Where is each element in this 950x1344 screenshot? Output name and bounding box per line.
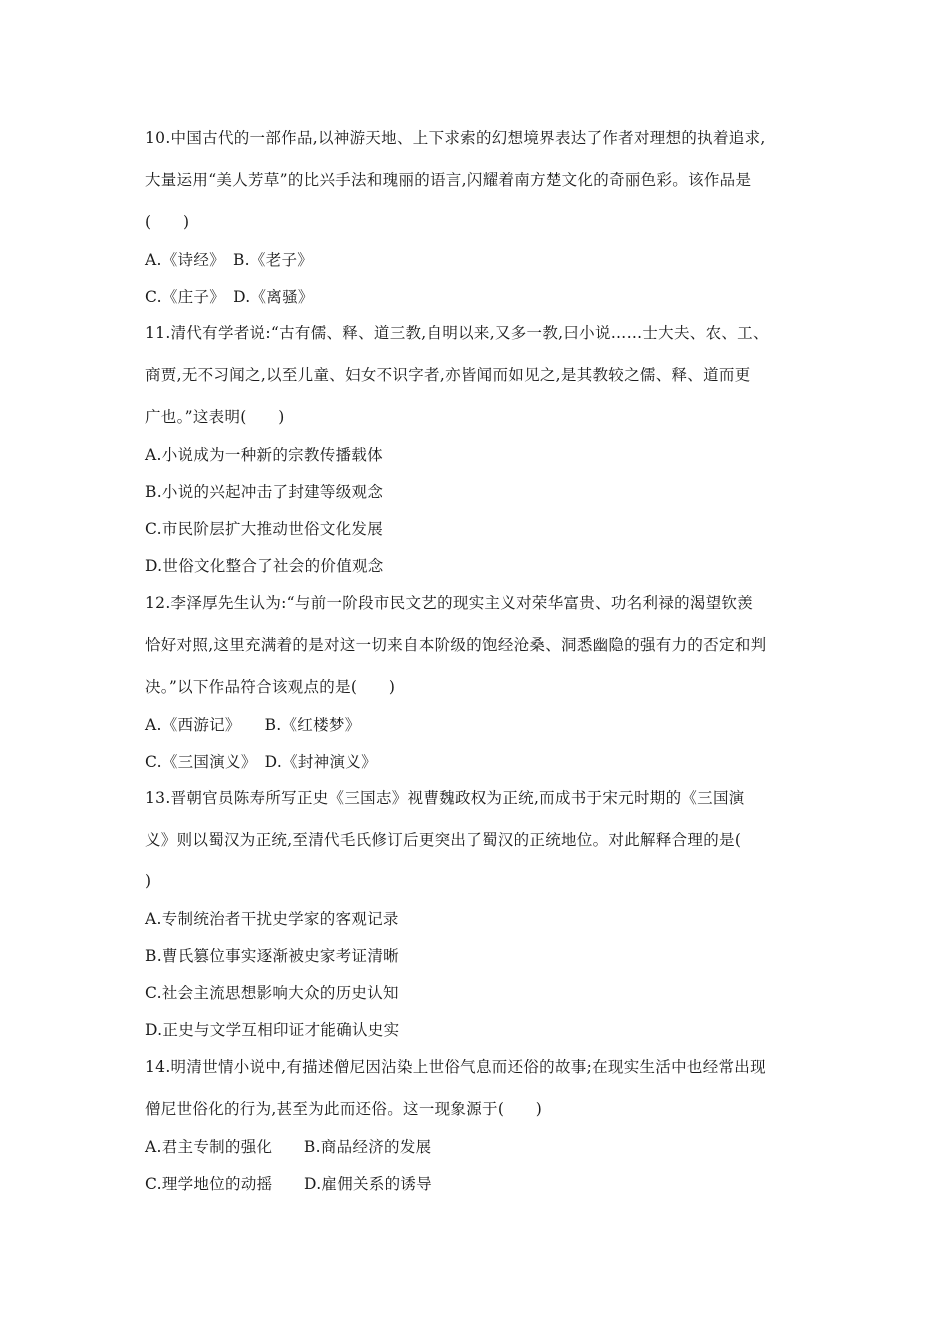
q10-stem-line-2: 大量运用“美人芳草”的比兴手法和瑰丽的语言,闪耀着南方楚文化的奇丽色彩。该作品是 — [145, 171, 752, 189]
q13-option-b: B.曹氏篡位事实逐渐被史家考证清晰 — [145, 947, 399, 965]
q11-stem-line-1: 11.清代有学者说:“古有儒、释、道三教,自明以来,又多一教,曰小说……士大夫、农、工、 — [145, 324, 769, 342]
q14-stem-line-2: 僧尼世俗化的行为,甚至为此而还俗。这一现象源于( ) — [145, 1100, 543, 1118]
q12-options-line-1: A.《西游记》 B.《红楼梦》 — [145, 716, 361, 734]
q13-option-a: A.专制统治者干扰史学家的客观记录 — [145, 910, 399, 928]
q11-stem-line-3: 广也。”这表明( ) — [145, 408, 285, 426]
q13-stem-line-3: ) — [145, 872, 152, 890]
q11-option-b: B.小说的兴起冲击了封建等级观念 — [145, 483, 384, 501]
q13-option-c: C.社会主流思想影响大众的历史认知 — [145, 984, 399, 1002]
q12-stem-line-3: 决。”以下作品符合该观点的是( ) — [145, 678, 396, 696]
q14-options-line-1: A.君主专制的强化 B.商品经济的发展 — [145, 1138, 432, 1156]
q11-option-c: C.市民阶层扩大推动世俗文化发展 — [145, 520, 384, 538]
q11-option-d: D.世俗文化整合了社会的价值观念 — [145, 557, 384, 575]
q13-stem-line-1: 13.晋朝官员陈寿所写正史《三国志》视曹魏政权为正统,而成书于宋元时期的《三国演 — [145, 789, 745, 807]
q11-option-a: A.小说成为一种新的宗教传播载体 — [145, 446, 383, 464]
q10-stem-line-3: ( ) — [145, 213, 190, 231]
q10-stem-line-1: 10.中国古代的一部作品,以神游天地、上下求索的幻想境界表达了作者对理想的执着追求, — [145, 129, 766, 147]
q13-option-d: D.正史与文学互相印证才能确认史实 — [145, 1021, 400, 1039]
q12-stem-line-2: 恰好对照,这里充满着的是对这一切来自本阶级的饱经沧桑、洞悉幽隐的强有力的否定和判 — [145, 636, 767, 654]
q10-options-line-2: C.《庄子》 D.《离骚》 — [145, 288, 314, 306]
q10-options-line-1: A.《诗经》 B.《老子》 — [145, 251, 314, 269]
q11-stem-line-2: 商贾,无不习闻之,以至儿童、妇女不识字者,亦皆闻而如见之,是其教较之儒、释、道而更 — [145, 366, 751, 384]
q12-options-line-2: C.《三国演义》 D.《封神演义》 — [145, 753, 377, 771]
q14-stem-line-1: 14.明清世情小说中,有描述僧尼因沾染上世俗气息而还俗的故事;在现实生活中也经常出现 — [145, 1058, 766, 1076]
q12-stem-line-1: 12.李泽厚先生认为:“与前一阶段市民文艺的现实主义对荣华富贵、功名利禄的渴望钦羡 — [145, 594, 754, 612]
q14-options-line-2: C.理学地位的动摇 D.雇佣关系的诱导 — [145, 1175, 433, 1193]
q13-stem-line-2: 义》则以蜀汉为正统,至清代毛氏修订后更突出了蜀汉的正统地位。对此解释合理的是( — [145, 831, 742, 849]
